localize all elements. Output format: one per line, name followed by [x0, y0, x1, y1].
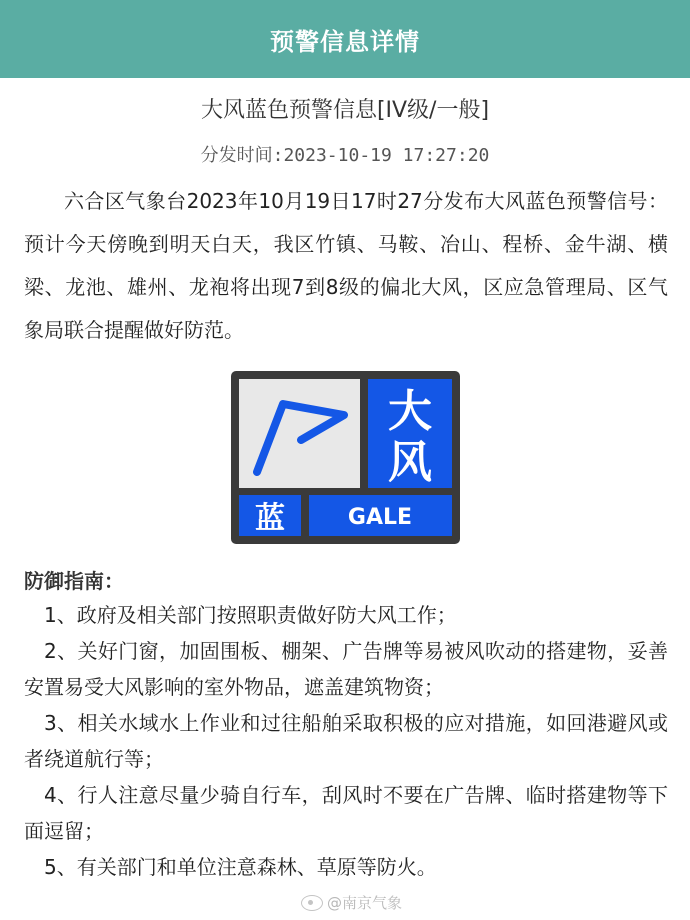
warning-body: 六合区气象台2023年10月19日17时27分发布大风蓝色预警信号：预计今天傍晚到明天白天，我区竹镇、马鞍、冶山、程桥、金牛湖、横梁、龙池、雄州、龙袍将出现7到8级的偏北大风，区应急管理局、区气象局联合提醒做好防范。: [24, 189, 668, 342]
guide-item: 3、相关水域水上作业和过往船舶采取积极的应对措施，如回港避风或者绕道航行等；: [24, 711, 668, 771]
defense-guide-list: [24, 597, 668, 885]
weibo-icon: [301, 895, 323, 911]
sign-char-bottom: 风: [388, 437, 432, 488]
guide-item: 2、关好门窗，加固围板、棚架、广告牌等易被风吹动的搭建物，妥善安置易受大风影响的室外物品，遮盖建筑物资；: [24, 639, 668, 699]
watermark-text: @南京气象: [326, 894, 402, 912]
issue-time: 分发时间:2023-10-19 17:27:20: [200, 145, 490, 166]
watermark: [301, 892, 402, 913]
page-header: [0, 0, 690, 78]
page-title: 预警信息详情: [270, 27, 420, 56]
sign-char-top: 大: [388, 386, 432, 437]
sign-english-label: GALE: [347, 505, 413, 530]
guide-item: 1、政府及相关部门按照职责做好防大风工作；: [44, 603, 457, 627]
guide-item: 4、行人注意尽量少骑自行车，刮风时不要在广告牌、临时搭建物等下面逗留；: [24, 783, 668, 843]
gale-warning-sign: [231, 371, 460, 544]
sign-color-label: 蓝: [255, 501, 285, 536]
warning-title: 大风蓝色预警信息[IV级/一般]: [200, 98, 490, 123]
guide-item: 5、有关部门和单位注意森林、草原等防火。: [44, 855, 437, 879]
defense-guide-title: 防御指南：: [24, 569, 124, 593]
